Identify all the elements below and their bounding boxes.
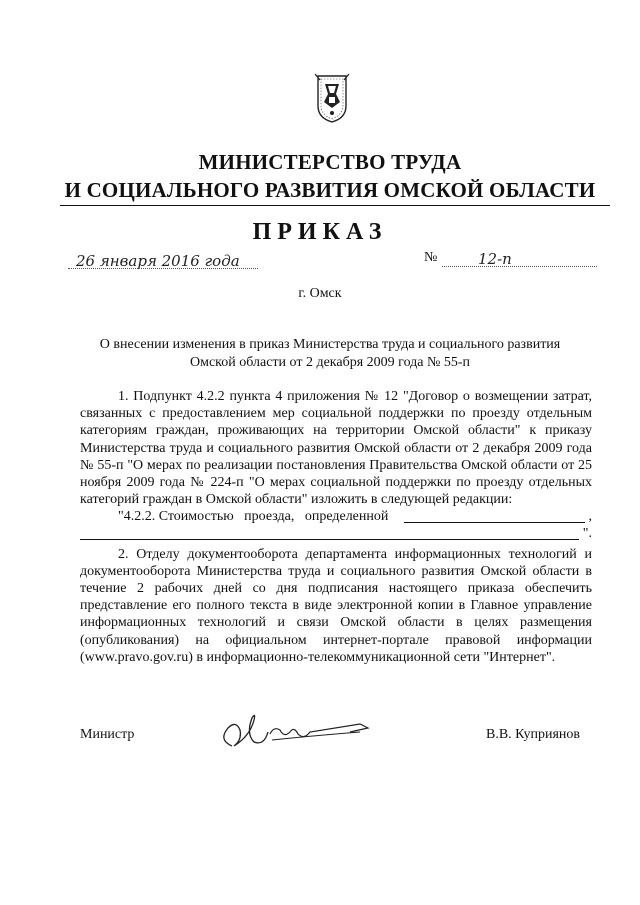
blank-line [80,538,579,540]
city: г. Омск [298,286,342,301]
document-type: ПРИКАЗ [252,219,388,245]
number-line [442,266,597,267]
coat-of-arms-icon [314,72,350,124]
order-subject [70,336,590,372]
order-body [80,388,592,666]
quote-continuation [80,526,592,543]
quote-comma: , [588,509,592,525]
order-number: 12-п [478,250,512,268]
blank-line [404,521,584,523]
paragraph-2: 2. Отделу документооборота департамента информационных технологий и документооборота Министерства труда и социального развития Омской области в течение 2 рабочих дней со дня подписания настоящего приказа обеспечить представление его полного текста в виде электронной копии в Главное управление информационных технологий и связи Омской области в целях размещения (опубликования) на официальном интернет-портале правовой информации (www.pravo.gov.ru) в информационно-телекоммуникационной сети "Интернет". [80,546,592,665]
ministry-name-line1: МИНИСТЕРСТВО ТРУДА [198,150,462,174]
number-sign: № [424,250,438,265]
subject-line1: О внесении изменения в приказ Министерства труда и социального развития [99,337,561,352]
subject-line2: Омской области от 2 декабря 2009 года № 55-п [189,355,471,370]
signature-icon [210,706,370,756]
ministry-name-line2: И СОЦИАЛЬНОГО РАЗВИТИЯ ОМСКОЙ ОБЛАСТИ [64,178,596,202]
quote-line [80,508,592,525]
order-date: 26 января 2016 года [76,252,240,270]
paragraph-1: 1. Подпункт 4.2.2 пункта 4 приложения № 12 "Договор о возмещении затрат, связанных с предоставлением мер социальной поддержки по проезду отдельным категориям граждан, проживающих на территории Омской области" к приказу Министерства труда и социального развития Омской области от 2 декабря 2009 года № 55-п "О мерах по реализации постановления Правительства Омской области от 25 ноября 2009 года № 224-п "О мерах социальной поддержки по проезду отдельных категорий граждан в Омской области" изложить в следующей редакции: [80,389,592,508]
date-line [68,268,258,269]
signatory-position: Министр [80,727,135,742]
quote-start: "4.2.2. Стоимостью проезда, определенной [118,509,389,525]
quote-end: ". [582,526,592,542]
header-rule [60,205,610,206]
signatory-name: В.В. Куприянов [486,727,580,742]
